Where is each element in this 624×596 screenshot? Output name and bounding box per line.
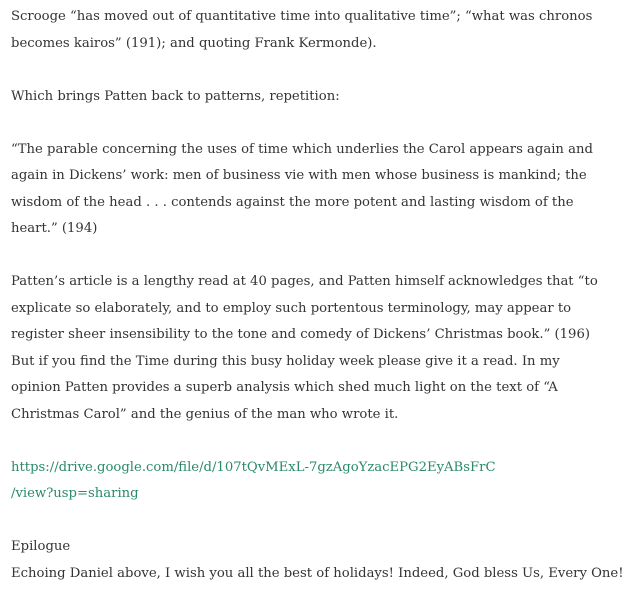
- text-line: again in Dickens’ work: men of business vie with men whose business is mankind; the: [11, 168, 587, 183]
- paragraph-epilogue: [11, 534, 624, 587]
- paragraph-patten-article: [11, 269, 619, 428]
- text-line: But if you find the Time during this busy holiday week please give it a read. In my: [11, 353, 560, 369]
- epilogue-heading: Epilogue: [11, 539, 71, 554]
- text-line: explicate so elaborately, and to employ such portentous terminology, may appear to: [11, 300, 572, 316]
- google-drive-link[interactable]: [11, 455, 619, 508]
- link-line[interactable]: https://drive.google.com/file/d/107tQvMExL-7gzAgoYzacEPG2EyABsFrC: [11, 459, 496, 475]
- text-line: Patten’s article is a lengthy read at 40 pages, and Patten himself acknowledges that “to: [11, 274, 598, 289]
- text-line: Scrooge “has moved out of quantitative time into qualitative time”; “what was chronos: [11, 9, 593, 24]
- paragraph-patterns: [11, 84, 619, 111]
- paragraph-scrooge-time: [11, 4, 619, 57]
- blockquote-parable: [11, 137, 619, 243]
- text-line: Which brings Patten back to patterns, repetition:: [11, 88, 340, 104]
- paragraph-link: [11, 455, 619, 508]
- text-line: heart.” (194): [11, 221, 98, 236]
- text-line: becomes kairos” (191); and quoting Frank Kermonde).: [11, 35, 377, 51]
- text-line: opinion Patten provides a superb analysis which shed much light on the text of “A: [11, 380, 558, 395]
- link-line[interactable]: /view?usp=sharing: [11, 486, 139, 501]
- text-line: Christmas Carol” and the genius of the man who wrote it.: [11, 406, 399, 422]
- text-line: register sheer insensibility to the tone and comedy of Dickens’ Christmas book.” (196): [11, 327, 590, 342]
- text-line: wisdom of the head . . . contends against the more potent and lasting wisdom of the: [11, 194, 574, 210]
- article-body: [11, 4, 624, 587]
- epilogue-text: Echoing Daniel above, I wish you all the best of holidays! Indeed, God bless Us, Every One!: [11, 565, 624, 581]
- text-line: “The parable concerning the uses of time which underlies the Carol appears again and: [11, 141, 593, 157]
